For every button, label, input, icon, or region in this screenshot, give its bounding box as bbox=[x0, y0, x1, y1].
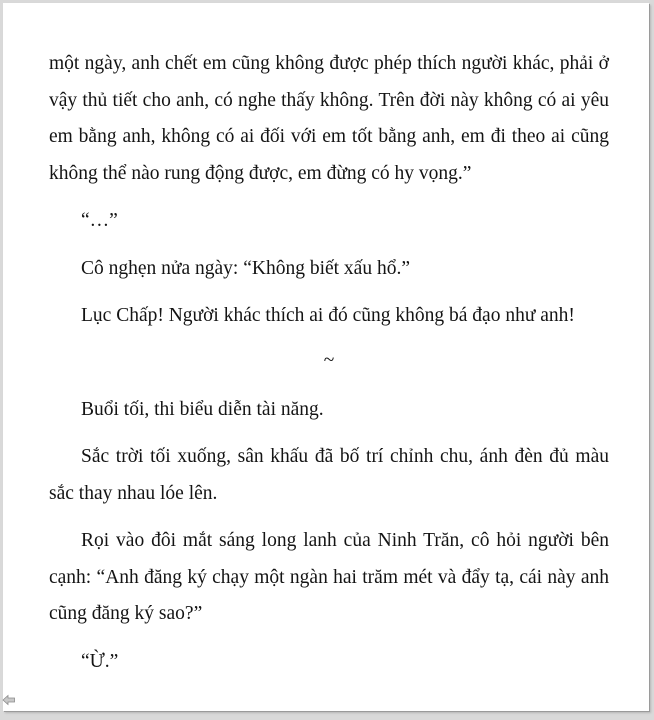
section-separator: ~ bbox=[323, 349, 335, 371]
back-arrow-icon[interactable] bbox=[2, 694, 16, 706]
paragraph-7: Rọi vào đôi mắt sáng long lanh của Ninh Trăn, cô hỏi người bên cạnh: “Anh đăng ký chạy một ngàn hai trăm mét và đẩy tạ, cái này anh cũng đăng ký sao?” bbox=[49, 530, 609, 624]
document-page bbox=[3, 3, 649, 711]
paragraph-5: Buổi tối, thi biểu diễn tài năng. bbox=[81, 398, 324, 420]
paragraph-3: Cô nghẹn nửa ngày: “Không biết xấu hổ.” bbox=[81, 257, 410, 279]
paragraph-1: một ngày, anh chết em cũng không được phép thích người khác, phải ở vậy thủ tiết cho anh, có nghe thấy không. Trên đời này không có ai yêu em bằng anh, không có ai đối với em tốt bằng anh, em đi theo ai cũng không thể nào rung động được, em đừng có hy vọng.” bbox=[49, 53, 609, 184]
paragraph-8: “Ừ.” bbox=[81, 650, 119, 672]
paragraph-6: Sắc trời tối xuống, sân khấu đã bố trí chỉnh chu, ánh đèn đủ màu sắc thay nhau lóe lên. bbox=[49, 446, 609, 504]
paragraph-4: Lục Chấp! Người khác thích ai đó cũng không bá đạo như anh! bbox=[81, 305, 575, 326]
page-text bbox=[49, 46, 609, 691]
paragraph-2: “…” bbox=[81, 210, 118, 231]
